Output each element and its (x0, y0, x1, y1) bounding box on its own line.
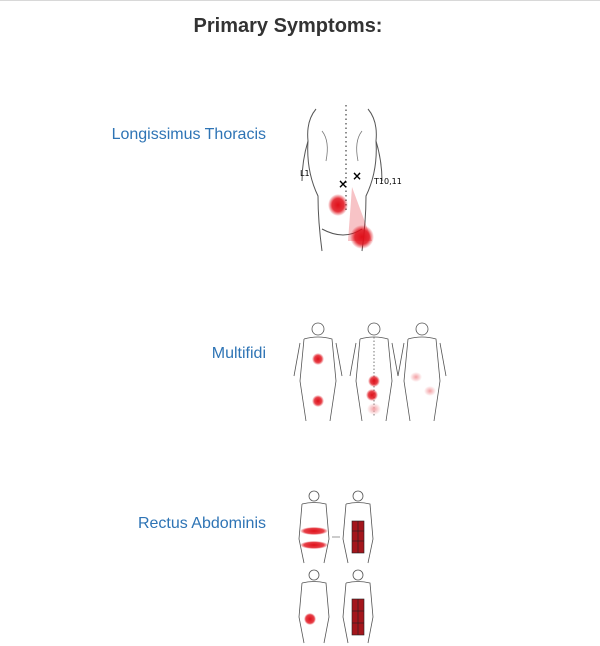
figure-label-l1: L1 (300, 169, 310, 178)
back-view-figure (296, 101, 402, 255)
rectus-abdominis-pain-diagram (294, 489, 380, 645)
three-view-figures (294, 321, 446, 425)
svg-text:×: × (338, 177, 349, 191)
figure-label-t10-11: T10,11 (374, 177, 402, 186)
four-view-figures (294, 489, 380, 645)
svg-text:×: × (352, 169, 363, 183)
multifidi-pain-diagram (294, 321, 446, 425)
page-title: Primary Symptoms: (193, 15, 383, 37)
longissimus-thoracis-pain-diagram (296, 101, 402, 255)
muscle-link-multifidi[interactable]: Multifidi (211, 345, 266, 362)
muscle-link-longissimus-thoracis[interactable]: Longissimus Thoracis (111, 126, 266, 143)
muscle-link-rectus-abdominis[interactable]: Rectus Abdominis (137, 515, 266, 532)
